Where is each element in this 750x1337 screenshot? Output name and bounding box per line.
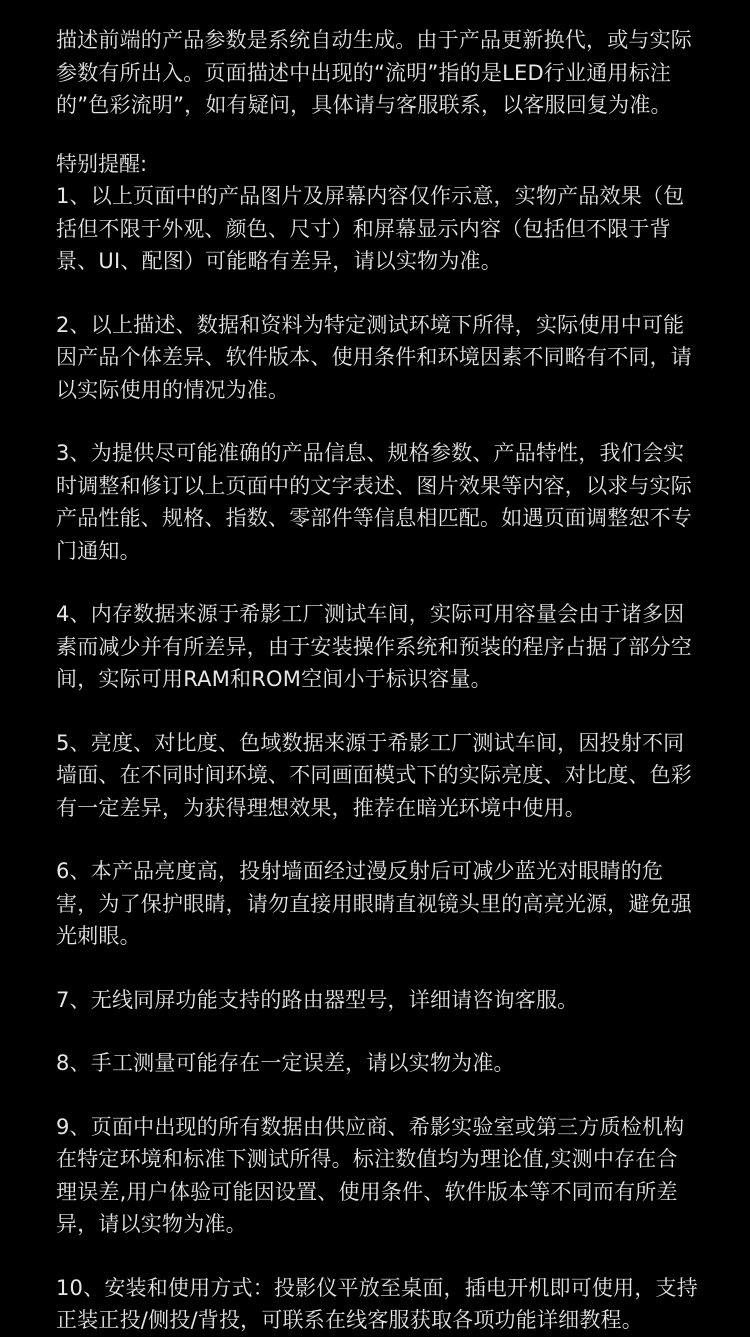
notice-item-4: 4、内存数据来源于希影工厂测试车间，实际可用容量会由于诸多因素而减少并有所差异，由于安装操作系统和预装的程序占据了部分空间，实际可用RAM和ROM空间小于标识容量。 — [56, 602, 692, 691]
notice-item-8: 8、手工测量可能存在一定误差，请以实物为准。 — [56, 1051, 515, 1075]
intro-paragraph: 描述前端的产品参数是系统自动生成。由于产品更新换代，或与实际参数有所出入。页面描述中出现的“流明”指的是LED行业通用标注的”色彩流明”，如有疑问，具体请与客服联系，以客服回复为准。 — [56, 28, 692, 117]
notice-item-1: 1、以上页面中的产品图片及屏幕内容仅作示意，实物产品效果（包括但不限于外观、颜色、尺寸）和屏幕显示内容（包括但不限于背景、UI、配图）可能略有差异，请以实物为准。 — [56, 184, 685, 273]
notice-list — [56, 180, 698, 1337]
notice-item-3: 3、为提供尽可能准确的产品信息、规格参数、产品特性，我们会实时调整和修订以上页面中的文字表述、图片效果等内容，以求与实际产品性能、规格、指数、零部件等信息相匹配。如遇页面调整恕不专门通知。 — [56, 441, 692, 563]
notice-item-9: 9、页面中出现的所有数据由供应商、希影实验室或第三方质检机构在特定环境和标准下测试所得。标注数值均为理论值,实测中存在合理误差,用户体验可能因设置、使用条件、软件版本等不同而有所差异，请以实物为准。 — [56, 1114, 685, 1236]
notice-item-2: 2、以上描述、数据和资料为特定测试环境下所得，实际使用中可能因产品个体差异、软件版本、使用条件和环境因素不同略有不同，请以实际使用的情况为准。 — [56, 312, 692, 402]
notice-item-5: 5、亮度、对比度、色域数据来源于希影工厂测试车间，因投射不同墙面、在不同时间环境、不同画面模式下的实际亮度、对比度、色彩有一定差异，为获得理想效果，推荐在暗光环境中使用。 — [56, 730, 692, 820]
notice-item-10: 10、安装和使用方式：投影仪平放至桌面，插电开机即可使用，支持正装正投/侧投/背投，可联系在线客服获取各项功能详细教程。 — [56, 1275, 698, 1332]
notice-title: 特别提醒: — [56, 151, 148, 176]
notice-item-6: 6、本产品亮度高，投射墙面经过漫反射后可减少蓝光对眼睛的危害，为了保护眼睛，请勿直接用眼睛直视镜头里的高亮光源，避免强光刺眼。 — [56, 859, 692, 948]
notice-item-7: 7、无线同屏功能支持的路由器型号，详细请咨询客服。 — [56, 987, 579, 1012]
spacer — [56, 122, 698, 148]
